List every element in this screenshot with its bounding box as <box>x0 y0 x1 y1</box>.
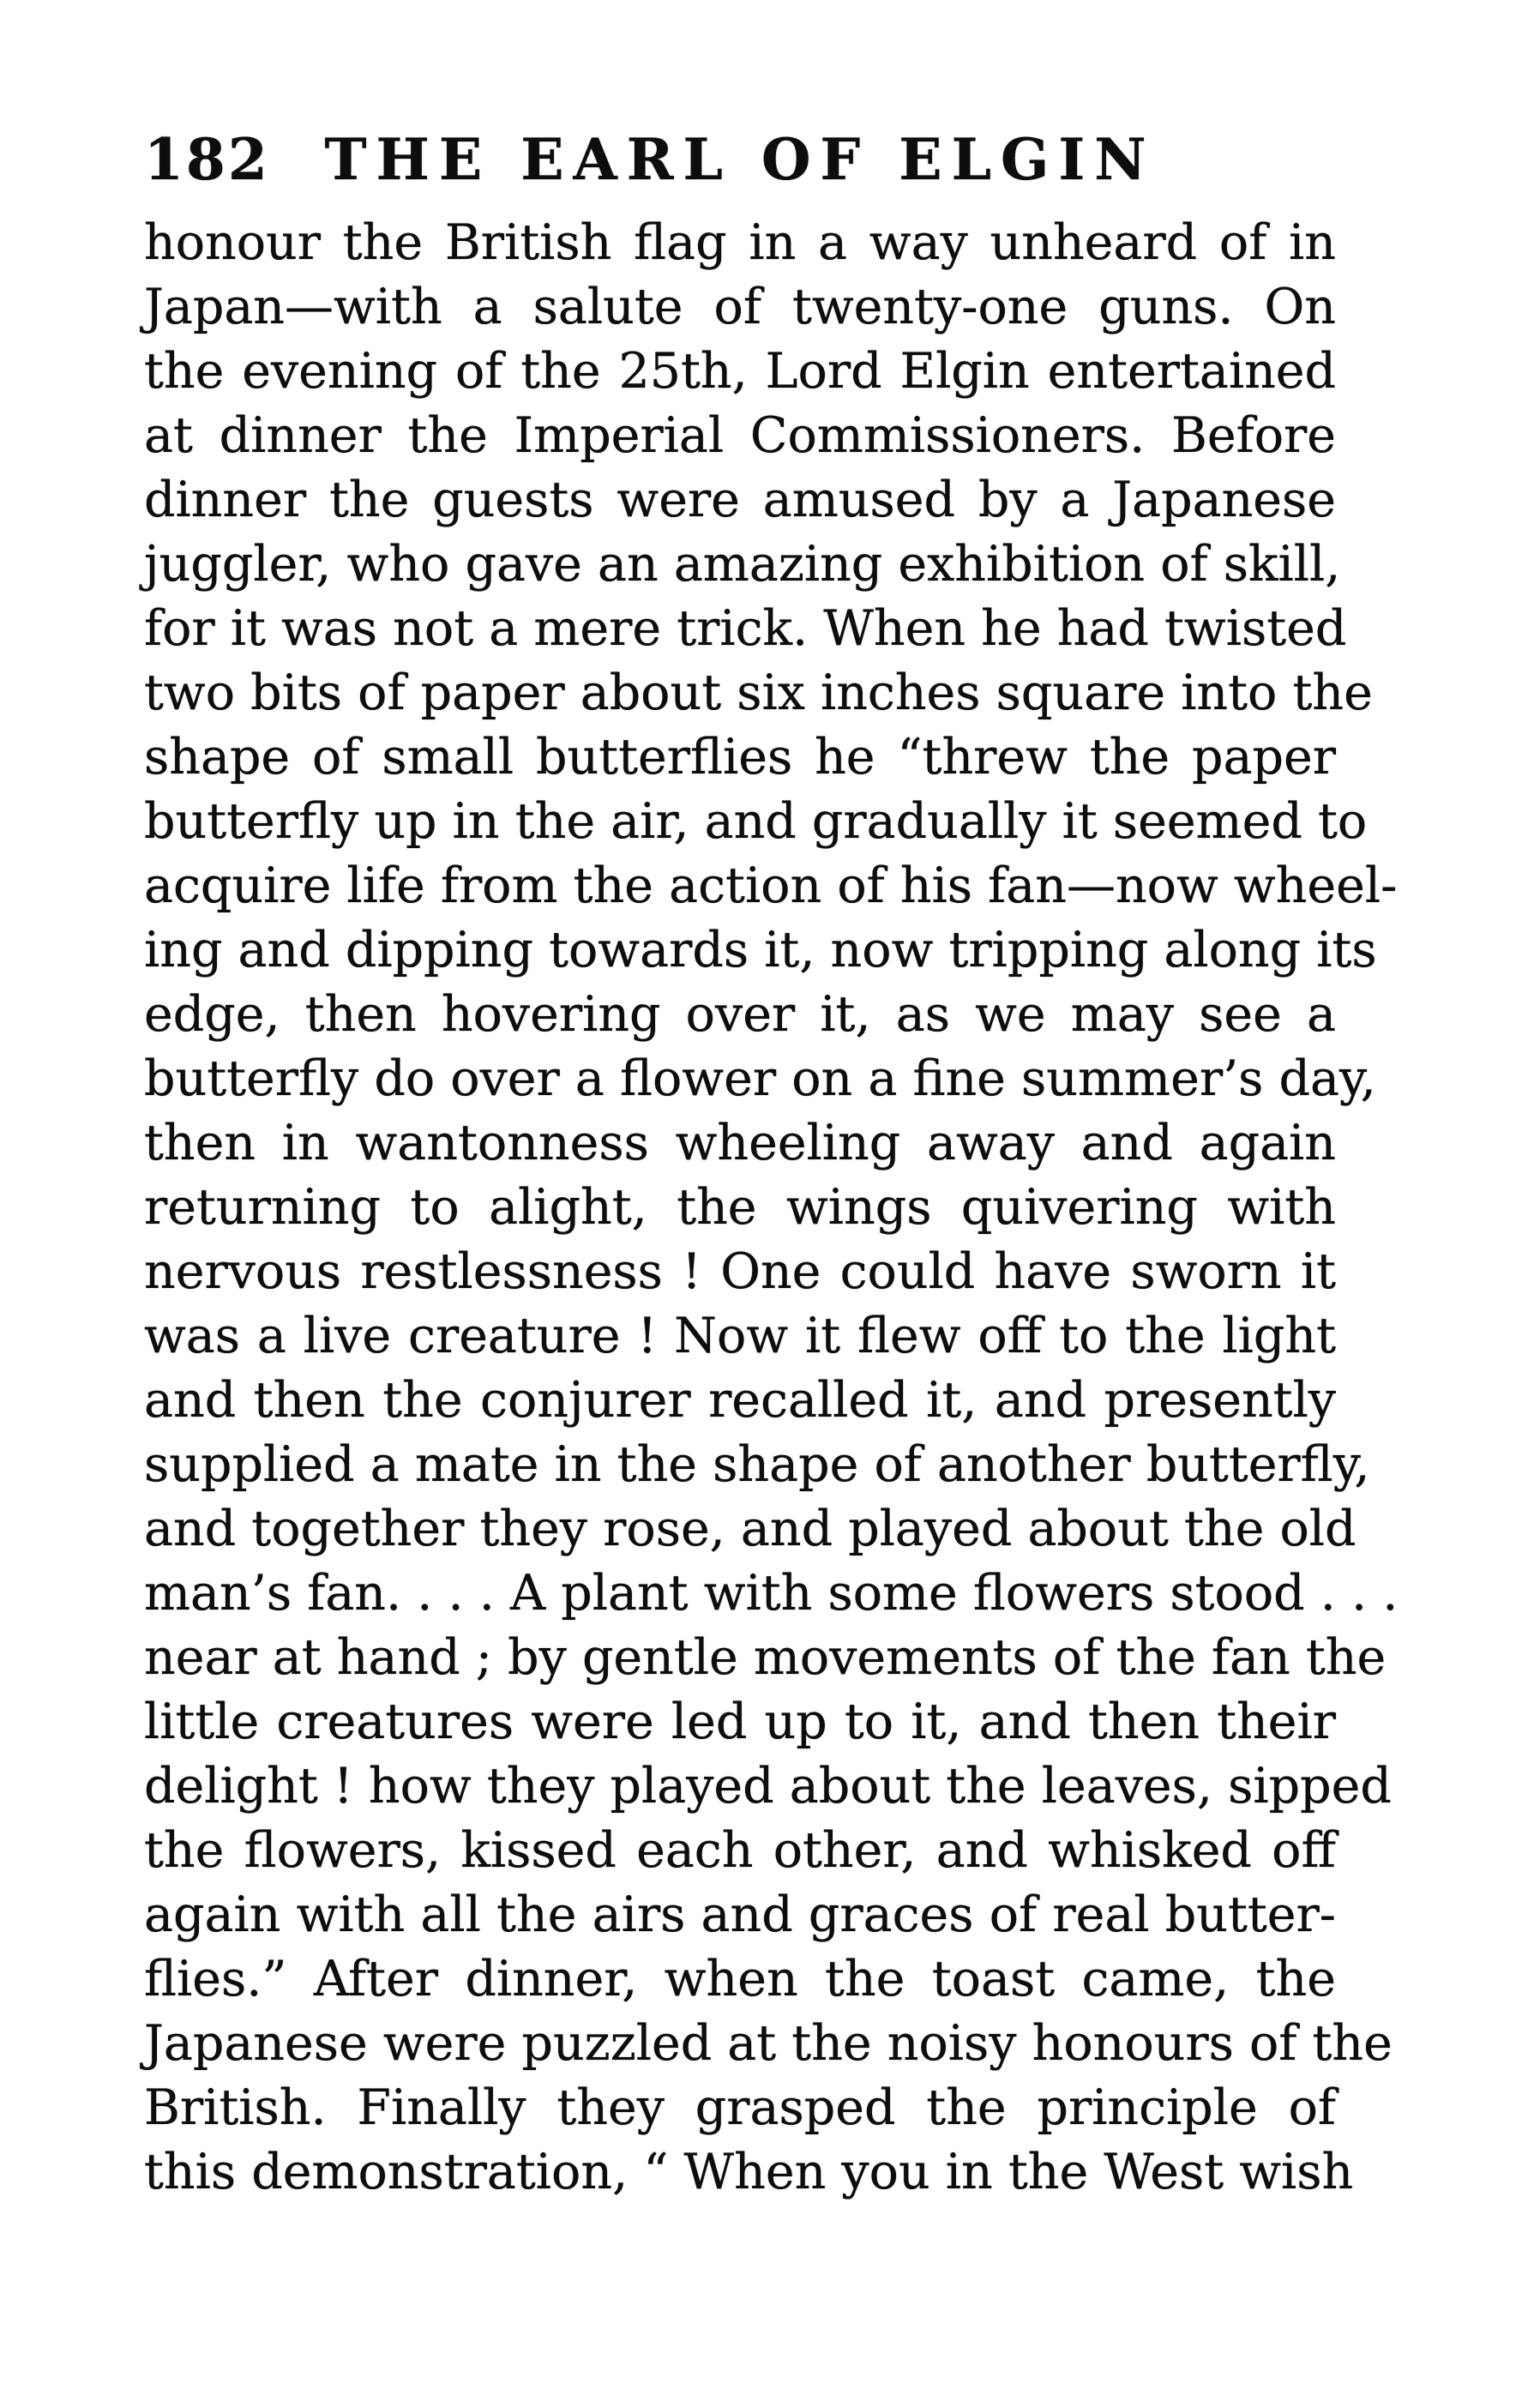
text-line: ing and dipping towards it, now tripping along its <box>144 922 1377 978</box>
text-line: again with all the airs and graces of real butter- <box>144 1886 1336 1943</box>
running-header <box>144 125 1336 194</box>
text-line: butterfly do over a flower on a fine summer’s day, <box>144 1050 1376 1107</box>
page-body-text <box>144 211 1399 2205</box>
text-line: returning to alight, the wings quivering with <box>144 1179 1336 1236</box>
text-line: juggler, who gave an amazing exhibition of skill, <box>144 536 1341 593</box>
text-line: and together they rose, and played about the old <box>144 1501 1357 1557</box>
text-line: for it was not a mere trick. When he had twisted <box>144 600 1347 657</box>
text-line: then in wantonness wheeling away and again <box>144 1115 1336 1171</box>
page-number: 182 <box>144 126 270 193</box>
text-line: Japan—with a salute of twenty-one guns. On <box>144 279 1336 335</box>
text-line: two bits of paper about six inches square into the <box>144 665 1373 721</box>
text-line: man’s fan. . . . A plant with some flowers stood . . . <box>144 1565 1399 1622</box>
text-line: flies.” After dinner, when the toast came, the <box>144 1951 1336 2007</box>
text-line: edge, then hovering over it, as we may see a <box>144 986 1336 1043</box>
text-line: supplied a mate in the shape of another butterfly, <box>144 1436 1370 1493</box>
text-line: was a live creature ! Now it flew off to the light <box>144 1308 1336 1364</box>
text-line: at dinner the Imperial Commissioners. Before <box>144 407 1336 464</box>
text-line: British. Finally they grasped the principle of <box>144 2079 1336 2136</box>
text-line: this demonstration, “ When you in the West wish <box>144 2144 1354 2200</box>
text-line: the flowers, kissed each other, and whisked off <box>144 1822 1336 1879</box>
text-line: delight ! how they played about the leaves, sipped <box>144 1758 1392 1814</box>
page-title: THE EARL OF ELGIN <box>324 126 1156 193</box>
text-line: dinner the guests were amused by a Japanese <box>144 472 1336 528</box>
text-line: nervous restlessness ! One could have sworn it <box>144 1243 1336 1300</box>
text-line: near at hand ; by gentle movements of the fan the <box>144 1629 1387 1686</box>
text-line: and then the conjurer recalled it, and presently <box>144 1372 1336 1429</box>
text-line: shape of small butterflies he “threw the paper <box>144 729 1336 785</box>
text-line: butterfly up in the air, and gradually it seemed to <box>144 793 1368 850</box>
text-line: honour the British flag in a way unheard of in <box>144 214 1336 271</box>
text-line: the evening of the 25th, Lord Elgin entertained <box>144 343 1336 400</box>
text-line: little creatures were led up to it, and then their <box>144 1694 1336 1750</box>
text-line: acquire life from the action of his fan—now wheel- <box>144 858 1398 914</box>
text-line: Japanese were puzzled at the noisy honours of the <box>144 2015 1393 2072</box>
